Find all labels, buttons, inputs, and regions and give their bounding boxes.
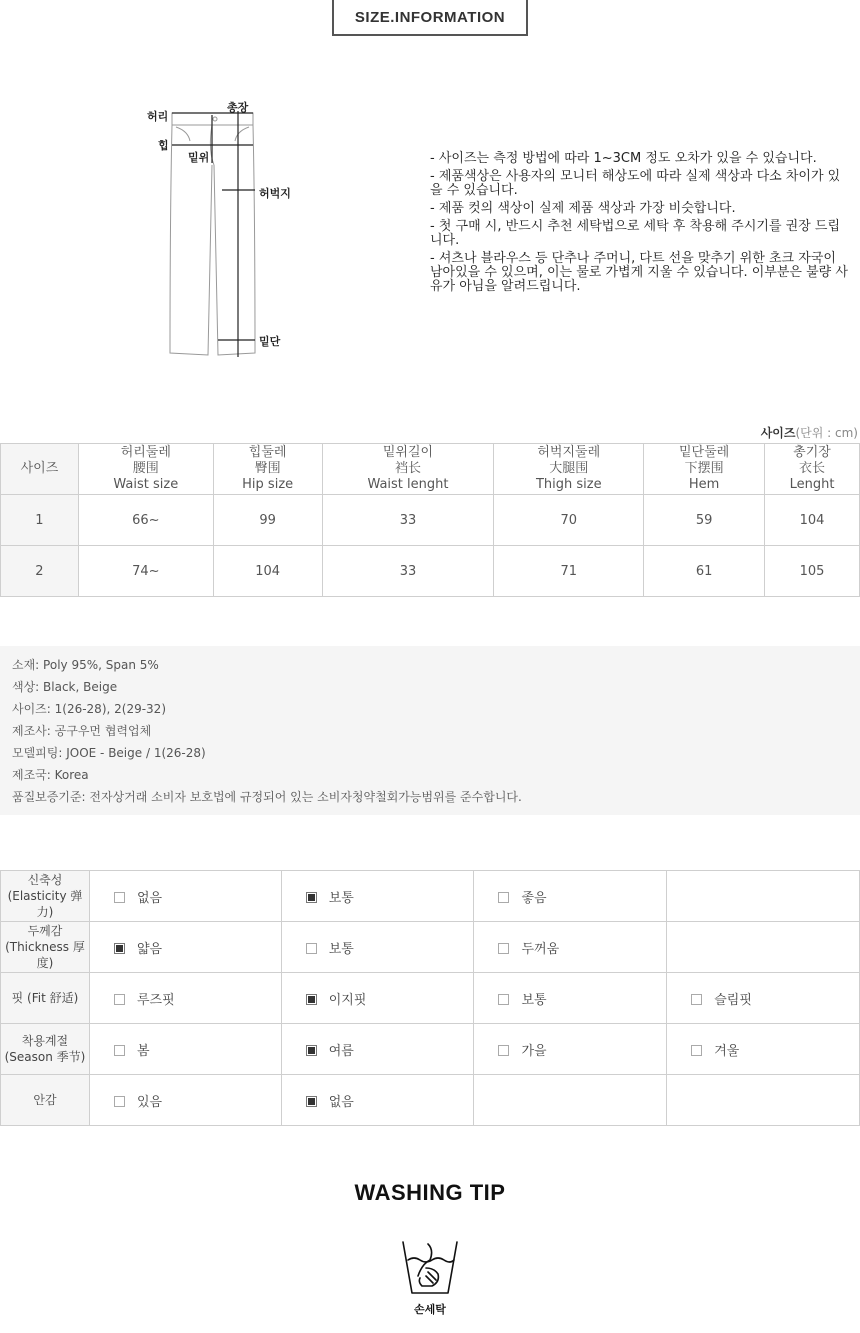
feature-table <box>0 870 860 1126</box>
feature-row-lining <box>1 1075 860 1126</box>
option-summer: 여름 <box>281 1024 474 1075</box>
size-cell: 1 <box>1 495 79 546</box>
info-model-fitting: 모델피팅: JOOE - Beige / 1(26-28) <box>12 746 206 760</box>
checkbox-checked-icon <box>306 994 317 1005</box>
checkbox-icon <box>498 994 509 1005</box>
note-item: - 셔츠나 블라우스 등 단추나 주머니, 다트 선을 맞추기 위한 초크 자국이 남아있을 수 있으며, 이는 물로 가볍게 지울 수 있습니다. 이부분은 불량 사유가 아님을 알려드립니다. <box>430 251 848 294</box>
option-autumn: 가을 <box>474 1024 667 1075</box>
unit-label: 사이즈 <box>760 426 796 440</box>
size-cell: 2 <box>1 546 79 597</box>
header-rise: 밑위길이 裆长 Waist lenght <box>322 444 494 495</box>
option-thick: 두꺼움 <box>474 922 667 973</box>
checkbox-icon <box>306 943 317 954</box>
table-cell: 33 <box>322 546 494 597</box>
table-cell: 105 <box>765 546 860 597</box>
feature-label: 두께감 (Thickness 厚 度) <box>1 922 90 973</box>
empty-cell <box>667 871 860 922</box>
size-table-header <box>1 444 860 495</box>
label-total-length: 총장 <box>227 101 249 114</box>
label-thigh: 허벅지 <box>259 187 291 200</box>
info-size: 사이즈: 1(26-28), 2(29-32) <box>12 702 166 716</box>
label-waist: 허리 <box>147 110 169 123</box>
option-easy: 이지핏 <box>281 973 474 1024</box>
info-country: 제조국: Korea <box>12 768 89 782</box>
header-hip: 힙둘레 臀围 Hip size <box>213 444 322 495</box>
option-winter: 겨울 <box>667 1024 860 1075</box>
option-loose: 루즈핏 <box>89 973 281 1024</box>
hand-wash-icon <box>400 1238 460 1298</box>
checkbox-checked-icon <box>306 1096 317 1107</box>
info-manufacturer: 제조사: 공구우먼 협력업체 <box>12 724 152 738</box>
info-color: 색상: Black, Beige <box>12 680 118 694</box>
empty-cell <box>474 1075 667 1126</box>
section-title: SIZE.INFORMATION <box>332 0 528 36</box>
checkbox-icon <box>114 1045 125 1056</box>
checkbox-icon <box>691 1045 702 1056</box>
hand-wash-label: 손세탁 <box>414 1303 446 1316</box>
label-hem: 밑단 <box>259 335 281 348</box>
feature-label: 핏 (Fit 舒适) <box>1 973 90 1024</box>
option-none: 없음 <box>89 871 281 922</box>
product-info <box>0 646 860 815</box>
table-row <box>1 495 860 546</box>
washing-tip-title: WASHING TIP <box>354 1180 506 1205</box>
unit-caption <box>761 424 858 441</box>
option-spring: 봄 <box>89 1024 281 1075</box>
table-cell: 33 <box>322 495 494 546</box>
option-normal: 보통 <box>281 871 474 922</box>
unit-note: (단위 : cm) <box>795 426 858 440</box>
checkbox-icon <box>114 994 125 1005</box>
checkbox-icon <box>691 994 702 1005</box>
table-cell: 61 <box>644 546 765 597</box>
checkbox-icon <box>498 1045 509 1056</box>
feature-row-thickness <box>1 922 860 973</box>
table-cell: 104 <box>765 495 860 546</box>
option-thin: 얇음 <box>89 922 281 973</box>
size-table <box>0 443 860 597</box>
feature-row-season <box>1 1024 860 1075</box>
checkbox-checked-icon <box>306 892 317 903</box>
info-warranty: 품질보증기준: 전자상거래 소비자 보호법에 규정되어 있는 소비자청약철회가능범위를 준수합니다. <box>12 790 522 804</box>
table-cell: 104 <box>213 546 322 597</box>
table-cell: 70 <box>494 495 644 546</box>
note-item: - 제품색상은 사용자의 모니터 해상도에 따라 실제 색상과 다소 차이가 있을 수 있습니다. <box>430 169 841 198</box>
empty-cell <box>667 922 860 973</box>
feature-row-fit <box>1 973 860 1024</box>
feature-label: 착용계절 (Season 季节) <box>1 1024 90 1075</box>
checkbox-icon <box>498 943 509 954</box>
checkbox-checked-icon <box>114 943 125 954</box>
header-size: 사이즈 <box>1 444 79 495</box>
table-cell: 71 <box>494 546 644 597</box>
header-length: 총기장 衣长 Lenght <box>765 444 860 495</box>
checkbox-checked-icon <box>306 1045 317 1056</box>
header-waist: 허리둘레 腰围 Waist size <box>78 444 213 495</box>
option-slim: 슬림핏 <box>667 973 860 1024</box>
option-good: 좋음 <box>474 871 667 922</box>
label-rise: 밑위 <box>188 151 210 164</box>
option-normal: 보통 <box>474 973 667 1024</box>
checkbox-icon <box>498 892 509 903</box>
info-material: 소재: Poly 95%, Span 5% <box>12 658 159 672</box>
empty-cell <box>667 1075 860 1126</box>
table-cell: 66~ <box>78 495 213 546</box>
checkbox-icon <box>114 1096 125 1107</box>
table-cell: 59 <box>644 495 765 546</box>
feature-label: 신축성 (Elasticity 弹 力) <box>1 871 90 922</box>
table-cell: 74~ <box>78 546 213 597</box>
size-notes <box>430 152 850 298</box>
table-row <box>1 546 860 597</box>
checkbox-icon <box>114 892 125 903</box>
pants-measurement-diagram <box>140 95 310 370</box>
note-item: - 첫 구매 시, 반드시 추천 세탁법으로 세탁 후 착용해 주시기를 권장 드립니다. <box>430 219 841 248</box>
table-cell: 99 <box>213 495 322 546</box>
note-item: - 사이즈는 측정 방법에 따라 1~3CM 정도 오차가 있을 수 있습니다. <box>430 151 817 166</box>
header-thigh: 허벅지둘레 大腿围 Thigh size <box>494 444 644 495</box>
feature-label: 안감 <box>1 1075 90 1126</box>
header-hem: 밑단둘레 下摆围 Hem <box>644 444 765 495</box>
label-hip: 힙 <box>158 139 169 152</box>
option-normal: 보통 <box>281 922 474 973</box>
note-item: - 제품 컷의 색상이 실제 제품 색상과 가장 비슷합니다. <box>430 201 736 216</box>
option-yes: 있음 <box>89 1075 281 1126</box>
feature-row-elasticity <box>1 871 860 922</box>
option-no: 없음 <box>281 1075 474 1126</box>
